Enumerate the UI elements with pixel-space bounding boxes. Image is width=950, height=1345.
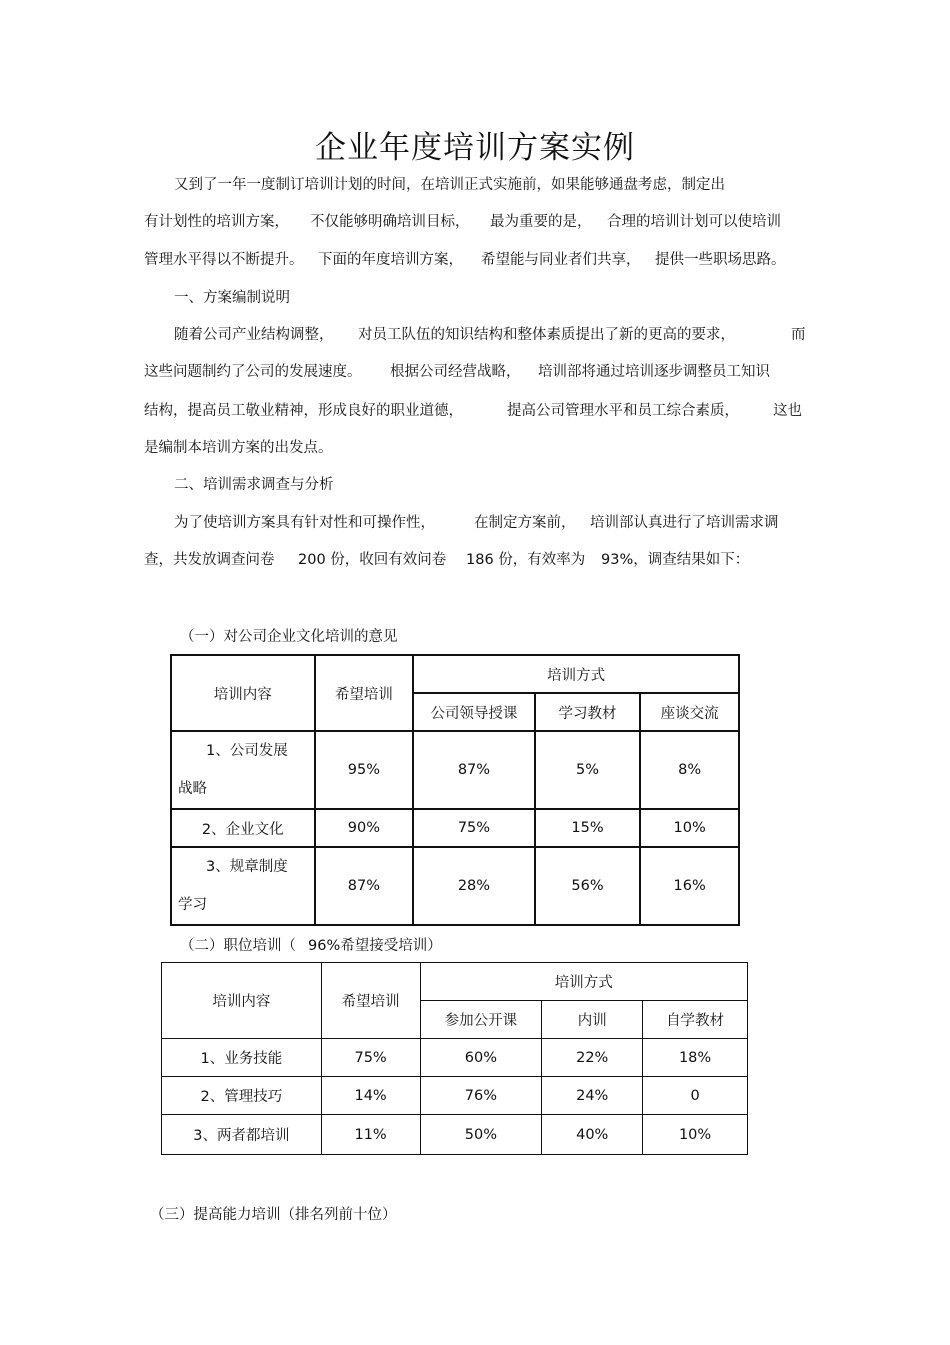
section-3-heading: （三）提高能力培训（排名列前十位） xyxy=(150,1207,397,1223)
s2-line-2a: 查，共发放调查问卷 xyxy=(144,552,275,568)
table-2 xyxy=(161,962,748,1155)
table-2-header-method: 培训方式 xyxy=(420,963,747,1001)
method-1-value: 87% xyxy=(413,731,535,809)
table-1 xyxy=(170,654,740,926)
intro-line-2d: 合理的培训计划可以使培训 xyxy=(607,214,781,230)
table-2-header-method-3: 自学教材 xyxy=(643,1001,748,1039)
intro-line-1: 又到了一年一度制订培训计划的时间，在培训正式实施前，如果能够通盘考虑，制定出 xyxy=(174,177,725,193)
hope-value: 87% xyxy=(315,847,414,925)
method-3-value: 0 xyxy=(643,1077,748,1115)
method-3-value: 18% xyxy=(643,1039,748,1077)
method-1-value: 60% xyxy=(420,1039,542,1077)
row-label: 2、企业文化 xyxy=(171,809,315,847)
s1-line-3c: 这也 xyxy=(773,403,802,419)
s1-line-4: 是编制本培训方案的出发点。 xyxy=(144,440,333,456)
method-1-value: 75% xyxy=(413,809,535,847)
method-1-value: 50% xyxy=(420,1115,542,1155)
row-label-part-2: 学习 xyxy=(178,897,207,913)
table-2-header-hope: 希望培训 xyxy=(321,963,420,1039)
intro-line-2c: 最为重要的是， xyxy=(490,214,592,230)
table-1-header-content: 培训内容 xyxy=(171,655,315,731)
table-row xyxy=(162,1039,748,1077)
table-2-caption-part-2: 96%希望接受培训） xyxy=(308,938,442,954)
table-1-header-hope: 希望培训 xyxy=(315,655,414,731)
intro-line-3b: 下面的年度培训方案， xyxy=(318,252,463,268)
row-label: 3、两者都培训 xyxy=(162,1115,322,1155)
table-1-header-method-2: 学习教材 xyxy=(535,693,641,731)
table-row xyxy=(171,847,739,925)
row-label: 1、业务技能 xyxy=(162,1039,322,1077)
table-1-header-method-1: 公司领导授课 xyxy=(413,693,535,731)
row-label xyxy=(171,731,315,809)
row-label-part-2: 战略 xyxy=(178,781,207,797)
method-3-value: 10% xyxy=(643,1115,748,1155)
s2-line-2b: 200 份，收回有效问卷 xyxy=(298,552,447,568)
row-label xyxy=(171,847,315,925)
s2-line-1a: 为了使培训方案具有针对性和可操作性， xyxy=(174,515,435,531)
s1-line-3b: 提高公司管理水平和员工综合素质， xyxy=(507,403,739,419)
s1-line-2b: 根据公司经营战略， xyxy=(390,364,521,380)
method-2-value: 22% xyxy=(542,1039,643,1077)
table-row xyxy=(162,1115,748,1155)
section-2-heading: 二、培训需求调查与分析 xyxy=(174,477,334,493)
section-1-heading: 一、方案编制说明 xyxy=(174,290,290,306)
hope-value: 14% xyxy=(321,1077,420,1115)
s1-line-1c: 而 xyxy=(791,327,806,343)
table-2-header-content: 培训内容 xyxy=(162,963,322,1039)
method-2-value: 56% xyxy=(535,847,641,925)
intro-line-2b: 不仅能够明确培训目标， xyxy=(310,214,470,230)
intro-line-2a: 有计划性的培训方案， xyxy=(144,214,289,230)
method-2-value: 15% xyxy=(535,809,641,847)
method-2-value: 5% xyxy=(535,731,641,809)
table-row xyxy=(171,731,739,809)
s2-line-1b: 在制定方案前， xyxy=(474,515,576,531)
hope-value: 90% xyxy=(315,809,414,847)
hope-value: 11% xyxy=(321,1115,420,1155)
s1-line-3a: 结构，提高员工敬业精神，形成良好的职业道德， xyxy=(144,403,463,419)
table-row xyxy=(162,1077,748,1115)
method-3-value: 8% xyxy=(640,731,739,809)
method-3-value: 16% xyxy=(640,847,739,925)
table-1-header-method-3: 座谈交流 xyxy=(640,693,739,731)
row-label-part-1: 1、公司发展 xyxy=(206,743,288,759)
intro-line-3d: 提供一些职场思路。 xyxy=(655,252,786,268)
table-2-header-method-2: 内训 xyxy=(542,1001,643,1039)
s2-line-2c: 186 份，有效率为 xyxy=(466,552,586,568)
method-1-value: 76% xyxy=(420,1077,542,1115)
page-title: 企业年度培训方案实例 xyxy=(315,130,635,166)
hope-value: 75% xyxy=(321,1039,420,1077)
s2-line-1c: 培训部认真进行了培训需求调 xyxy=(590,515,779,531)
method-1-value: 28% xyxy=(413,847,535,925)
table-2-header-method-1: 参加公开课 xyxy=(420,1001,542,1039)
table-1-header-method: 培训方式 xyxy=(413,655,739,693)
s1-line-2c: 培训部将通过培训逐步调整员工知识 xyxy=(538,364,770,380)
table-2-caption-part-1: （二）职位培训（ xyxy=(180,938,296,954)
method-2-value: 24% xyxy=(542,1077,643,1115)
s2-line-2d: 93%，调查结果如下： xyxy=(601,552,750,568)
intro-line-3c: 希望能与同业者们共享， xyxy=(481,252,641,268)
method-3-value: 10% xyxy=(640,809,739,847)
row-label: 2、管理技巧 xyxy=(162,1077,322,1115)
table-1-caption: （一）对公司企业文化培训的意见 xyxy=(180,629,398,645)
method-2-value: 40% xyxy=(542,1115,643,1155)
table-row xyxy=(171,809,739,847)
s1-line-2a: 这些问题制约了公司的发展速度。 xyxy=(144,364,362,380)
s1-line-1b: 对员工队伍的知识结构和整体素质提出了新的更高的要求， xyxy=(358,327,735,343)
intro-line-3a: 管理水平得以不断提升。 xyxy=(144,252,304,268)
s1-line-1a: 随着公司产业结构调整， xyxy=(174,327,334,343)
row-label-part-1: 3、规章制度 xyxy=(206,859,288,875)
hope-value: 95% xyxy=(315,731,414,809)
